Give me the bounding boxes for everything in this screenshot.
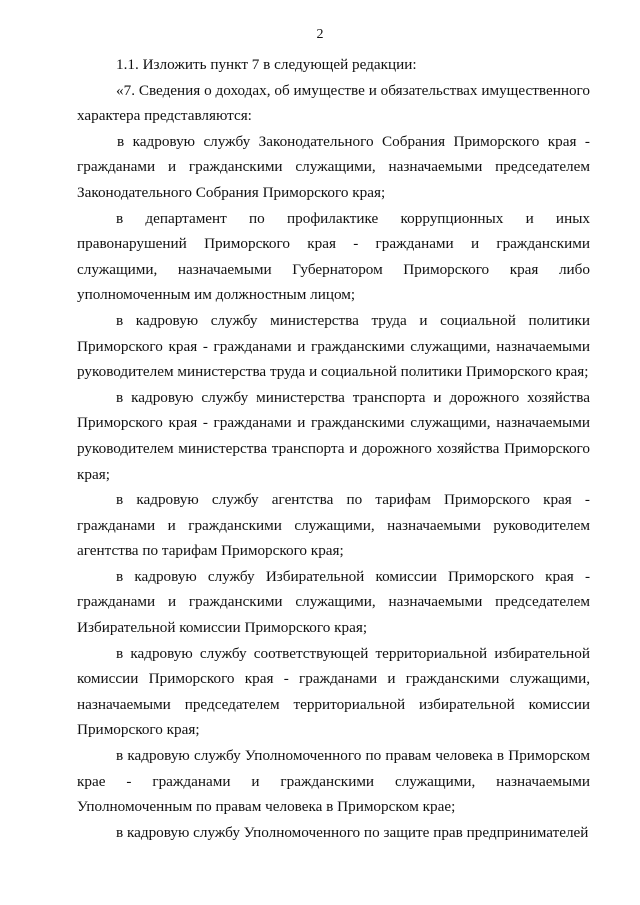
paragraph-legislative-assembly: в кадровую службу Законодательного Собрания Приморского края - гражданами и гражданскими служащими, назначаемыми председателем Законодательного Собрания Приморского края; xyxy=(77,132,590,201)
paragraph-anticorruption-department: в департамент по профилактике коррупционных и иных правонарушений Приморского края - гражданами и гражданскими служащими, назначаемыми Губернатором Приморского края либо уполномоченным им должностным лицом; xyxy=(77,209,590,304)
paragraph-labor-ministry: в кадровую службу министерства труда и социальной политики Приморского края - гражданами и гражданскими служащими, назначаемыми руководителем министерства труда и социальной политики Приморского края; xyxy=(77,311,590,381)
paragraph-amendment-intro: 1.1. Изложить пункт 7 в следующей редакции: xyxy=(116,56,417,73)
paragraph-item-7-intro: «7. Сведения о доходах, об имуществе и обязательствах имущественного характера представляются: xyxy=(77,81,590,125)
paragraph-territorial-commission: в кадровую службу соответствующей территориальной избирательной комиссии Приморского края - гражданами и гражданскими служащими, назначаемыми председателем территориальной избирательной комиссии Приморского края; xyxy=(77,644,590,739)
paragraph-transport-ministry: в кадровую службу министерства транспорта и дорожного хозяйства Приморского края - гражданами и гражданскими служащими, назначаемыми руководителем министерства транспорта и дорожного хозяйства Приморского края; xyxy=(77,388,590,483)
page-number: 2 xyxy=(316,27,324,42)
document-body xyxy=(77,52,590,845)
paragraph-business-ombudsman: в кадровую службу Уполномоченного по защите прав предпринимателей xyxy=(116,823,589,841)
paragraph-election-commission: в кадровую службу Избирательной комиссии Приморского края - гражданами и гражданскими служащими, назначаемыми председателем Избирательной комиссии Приморского края; xyxy=(77,567,590,637)
paragraph-human-rights-ombudsman: в кадровую службу Уполномоченного по правам человека в Приморском крае - гражданами и гражданскими служащими, назначаемыми Уполномоченным по правам человека в Приморском крае; xyxy=(77,747,590,816)
paragraph-tariff-agency: в кадровую службу агентства по тарифам Приморского края - гражданами и гражданскими служащими, назначаемыми руководителем агентства по тарифам Приморского края; xyxy=(77,491,590,560)
